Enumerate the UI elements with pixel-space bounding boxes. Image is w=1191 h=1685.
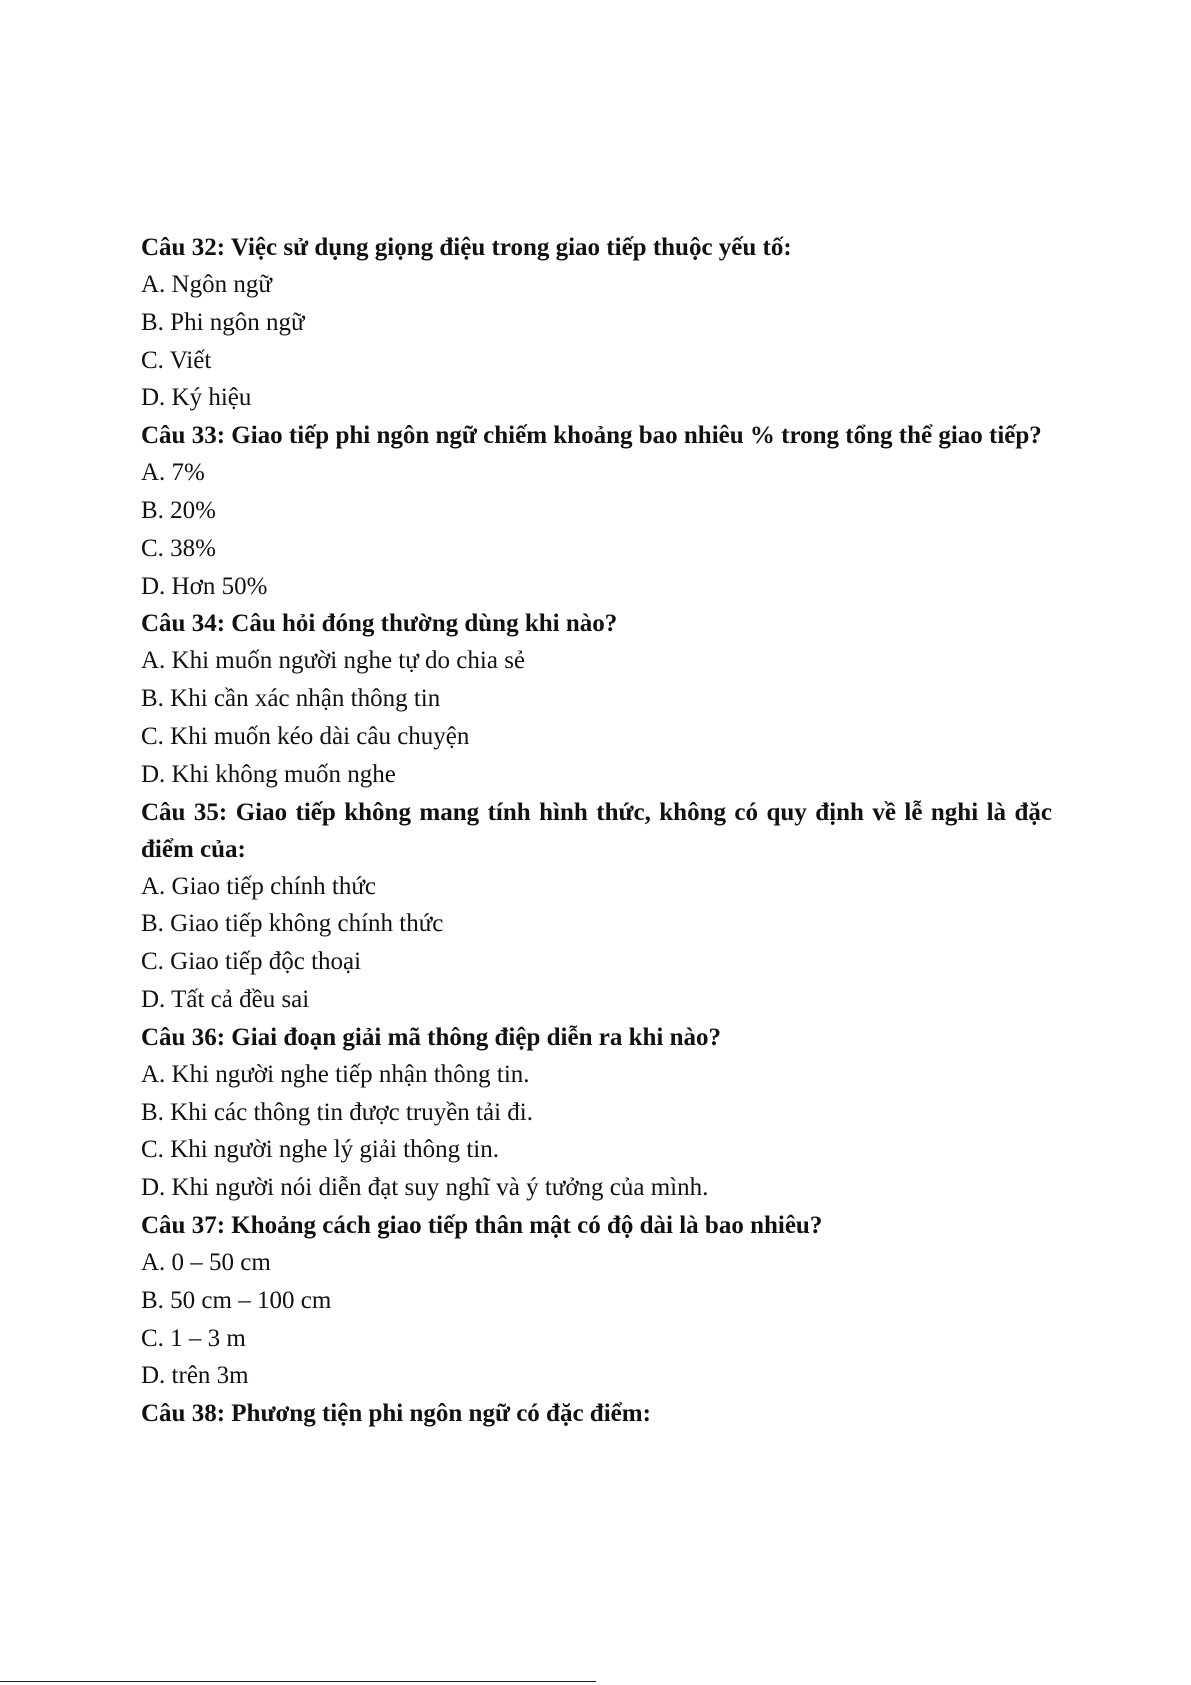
question-36: Câu 36: Giai đoạn giải mã thông điệp diễn ra khi nào? xyxy=(141,1023,721,1051)
question-33: Câu 33: Giao tiếp phi ngôn ngữ chiếm khoảng bao nhiêu % trong tổng thể giao tiếp? xyxy=(141,422,1042,450)
question-37-option-d: D. trên 3m xyxy=(141,1362,249,1390)
question-34-option-b: B. Khi cần xác nhận thông tin xyxy=(141,685,441,713)
question-36-option-c: C. Khi người nghe lý giải thông tin. xyxy=(141,1136,500,1164)
question-35: Câu 35: Giao tiếp không mang tính hình thức, không có quy định về lễ nghi là đặc điểm của: xyxy=(141,798,1052,863)
question-35-option-c: C. Giao tiếp độc thoại xyxy=(141,948,362,976)
question-33-option-b: B. 20% xyxy=(141,496,216,524)
question-32: Câu 32: Việc sử dụng giọng điệu trong giao tiếp thuộc yếu tố: xyxy=(141,234,792,261)
question-32-option-d: D. Ký hiệu xyxy=(141,384,252,412)
question-36-option-b: B. Khi các thông tin được truyền tải đi. xyxy=(141,1098,533,1126)
question-32-option-b: B. Phi ngôn ngữ xyxy=(141,308,305,336)
question-35-option-b: B. Giao tiếp không chính thức xyxy=(141,910,444,938)
question-33-option-c: C. 38% xyxy=(141,534,216,562)
question-32-option-a: A. Ngôn ngữ xyxy=(141,271,272,298)
question-37-option-b: B. 50 cm – 100 cm xyxy=(141,1286,332,1314)
question-38: Câu 38: Phương tiện phi ngôn ngữ có đặc điểm: xyxy=(141,1400,651,1428)
question-32-option-c: C. Viết xyxy=(141,346,212,374)
question-36-option-d: D. Khi người nói diễn đạt suy nghĩ và ý tưởng của mình. xyxy=(141,1174,709,1202)
question-34-option-d: D. Khi không muốn nghe xyxy=(141,760,396,788)
document-page xyxy=(141,229,1052,1432)
question-35-option-a: A. Giao tiếp chính thức xyxy=(141,872,377,900)
question-35-option-d: D. Tất cả đều sai xyxy=(141,985,310,1013)
question-37: Câu 37: Khoảng cách giao tiếp thân mật có độ dài là bao nhiêu? xyxy=(141,1211,823,1239)
question-37-option-c: C. 1 – 3 m xyxy=(141,1324,246,1352)
question-37-option-a: A. 0 – 50 cm xyxy=(141,1248,271,1276)
question-34: Câu 34: Câu hỏi đóng thường dùng khi nào? xyxy=(141,610,618,638)
question-33-option-a: A. 7% xyxy=(141,459,205,487)
question-34-option-c: C. Khi muốn kéo dài câu chuyện xyxy=(141,722,470,750)
question-33-option-d: D. Hơn 50% xyxy=(141,572,268,600)
question-36-option-a: A. Khi người nghe tiếp nhận thông tin. xyxy=(141,1060,530,1088)
footer-divider xyxy=(0,1681,596,1682)
question-34-option-a: A. Khi muốn người nghe tự do chia sẻ xyxy=(141,647,526,675)
